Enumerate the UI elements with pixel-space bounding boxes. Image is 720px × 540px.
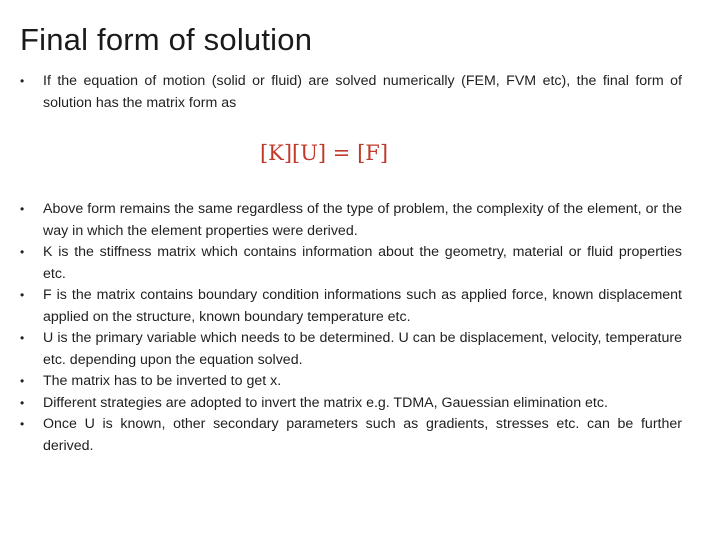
matrix-equation: [K][U] = [F] xyxy=(259,141,389,165)
list-item xyxy=(20,393,682,415)
bullet-icon: • xyxy=(20,202,25,216)
bullet-icon: • xyxy=(20,245,25,259)
slide-title: Final form of solution xyxy=(20,22,313,57)
bullet-icon: • xyxy=(20,288,25,302)
bullet-text: U is the primary variable which needs to be determined. U can be displacement, velocity, temperature etc. depending upon the equation solved. xyxy=(43,330,682,368)
bullet-text: K is the stiffness matrix which contains information about the geometry, material or fluid properties etc. xyxy=(43,244,682,282)
bullet-text: Above form remains the same regardless of the type of problem, the complexity of the element, or the way in which the element properties were derived. xyxy=(43,201,682,239)
bullet-icon: • xyxy=(20,374,25,388)
bullet-icon: • xyxy=(20,331,25,345)
list-item xyxy=(20,371,682,393)
bullet-list xyxy=(20,199,682,457)
bullet-text: Different strategies are adopted to invert the matrix e.g. TDMA, Gauessian elimination etc. xyxy=(43,394,608,411)
bullet-text: Once U is known, other secondary parameters such as gradients, stresses etc. can be further derived. xyxy=(43,416,682,454)
bullet-icon: • xyxy=(20,395,25,410)
bullet-icon: • xyxy=(20,417,25,431)
list-item xyxy=(20,242,682,285)
list-item xyxy=(20,199,682,242)
list-item xyxy=(20,71,682,114)
bullet-text: If the equation of motion (solid or fluid) are solved numerically (FEM, FVM etc), the final form of solution has the matrix form as xyxy=(43,73,682,111)
intro-list xyxy=(20,71,682,114)
bullet-icon: • xyxy=(20,74,25,88)
bullet-text: F is the matrix contains boundary condition informations such as applied force, known displacement applied on the structure, known boundary temperature etc. xyxy=(43,287,682,325)
bullet-text: The matrix has to be inverted to get x. xyxy=(43,373,282,389)
list-item xyxy=(20,414,682,457)
list-item xyxy=(20,285,682,328)
list-item xyxy=(20,328,682,371)
